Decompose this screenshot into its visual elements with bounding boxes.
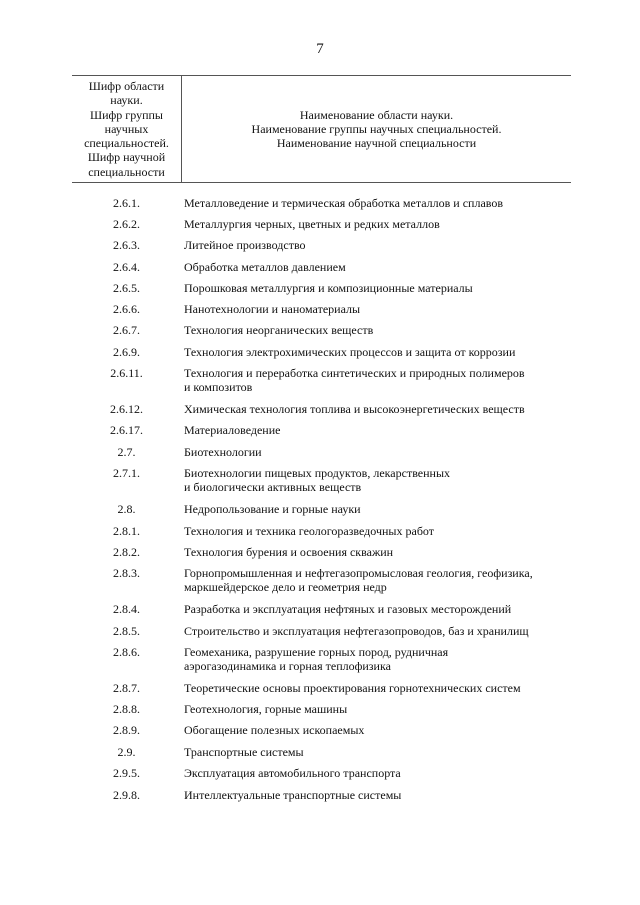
specialty-name-line: Интеллектуальные транспортные системы — [184, 788, 402, 802]
specialty-name — [184, 746, 576, 760]
specialty-code: 2.7.1. — [113, 466, 140, 480]
specialty-name — [184, 446, 576, 460]
specialty-name — [184, 546, 576, 560]
page-number: 7 — [316, 41, 324, 57]
specialty-name-line: Строительство и эксплуатация нефтегазопроводов, баз и хранилищ — [184, 624, 529, 638]
header-code-line: науки. — [110, 93, 143, 108]
header-name-column — [182, 76, 571, 182]
specialty-name-line: Материаловедение — [184, 423, 281, 437]
specialty-name-line: Транспортные системы — [184, 745, 304, 759]
specialty-name-line: Геотехнология, горные машины — [184, 702, 348, 716]
header-code-line: специальности — [88, 164, 165, 179]
specialty-name-line: Недропользование и горные науки — [184, 502, 361, 516]
specialty-code: 2.9. — [117, 745, 136, 759]
specialty-name-line: и биологически активных веществ — [184, 479, 362, 494]
header-code-line: Шифр научной — [87, 150, 166, 165]
header-name-line: Наименование области науки. — [299, 107, 454, 122]
specialty-name — [184, 525, 576, 539]
specialty-code: 2.8.3. — [113, 566, 140, 580]
table-header — [72, 75, 571, 183]
specialty-code: 2.8.4. — [113, 602, 140, 616]
specialty-code: 2.6.6. — [113, 302, 140, 316]
specialty-name-line: Нанотехнологии и наноматериалы — [184, 302, 361, 316]
specialty-code: 2.6.17. — [110, 423, 143, 437]
specialty-code: 2.8. — [117, 502, 136, 516]
specialty-name — [184, 282, 576, 296]
specialty-name — [184, 261, 576, 275]
specialty-name-line: Технология электрохимических процессов и защита от коррозии — [184, 345, 516, 359]
specialty-name — [184, 197, 576, 211]
header-name-line: Наименование научной специальности — [276, 136, 477, 151]
specialty-code: 2.6.4. — [113, 260, 140, 274]
specialty-name-line: Технология и техника геологоразведочных работ — [184, 524, 435, 538]
specialty-code: 2.8.1. — [113, 524, 140, 538]
specialty-name — [184, 682, 576, 696]
specialty-code: 2.7. — [117, 445, 136, 459]
specialty-code: 2.9.5. — [113, 766, 140, 780]
specialty-name-line: и композитов — [184, 379, 253, 394]
specialty-name-line: Теоретические основы проектирования горнотехнических систем — [184, 681, 521, 695]
specialty-code: 2.8.5. — [113, 624, 140, 638]
specialty-name-line: Эксплуатация автомобильного транспорта — [184, 766, 401, 780]
specialty-name — [184, 646, 576, 673]
specialty-name — [184, 424, 576, 438]
specialty-name — [184, 603, 576, 617]
specialty-name-line: Обогащение полезных ископаемых — [184, 723, 365, 737]
specialty-code: 2.6.5. — [113, 281, 140, 295]
specialty-name-line: Биотехнологии пищевых продуктов, лекарственных — [184, 466, 451, 480]
specialty-code: 2.6.2. — [113, 217, 140, 231]
specialty-name-line: Геомеханика, разрушение горных пород, рудничная — [184, 645, 449, 659]
specialty-name-line: Биотехнологии — [184, 445, 262, 459]
specialty-name — [184, 346, 576, 360]
specialty-code: 2.8.9. — [113, 723, 140, 737]
specialty-name — [184, 367, 576, 394]
specialty-name-line: аэрогазодинамика и горная теплофизика — [184, 658, 391, 673]
specialty-name-line: Металловедение и термическая обработка металлов и сплавов — [184, 196, 504, 210]
specialty-code: 2.6.12. — [110, 402, 143, 416]
specialty-code: 2.8.2. — [113, 545, 140, 559]
specialty-name — [184, 239, 576, 253]
specialty-code: 2.6.11. — [110, 366, 143, 380]
specialty-name — [184, 503, 576, 517]
specialty-code: 2.6.3. — [113, 238, 140, 252]
header-code-line: научных — [104, 121, 149, 136]
specialty-name-line: Горнопромышленная и нефтегазопромысловая геология, геофизика, — [184, 566, 533, 580]
specialty-name-line: Технология бурения и освоения скважин — [184, 545, 394, 559]
specialty-name-line: Порошковая металлургия и композиционные материалы — [184, 281, 473, 295]
header-code-line: Шифр области — [88, 79, 165, 94]
header-code-line: Шифр группы — [90, 107, 163, 122]
header-name-line: Наименование группы научных специальностей. — [251, 121, 502, 136]
specialty-name-line: Литейное производство — [184, 238, 306, 252]
specialty-name — [184, 789, 576, 803]
specialty-name — [184, 767, 576, 781]
specialty-code: 2.6.1. — [113, 196, 140, 210]
header-code-column — [72, 76, 181, 182]
specialty-name — [184, 625, 576, 639]
specialty-code: 2.8.7. — [113, 681, 140, 695]
specialty-name — [184, 403, 576, 417]
specialty-code: 2.8.6. — [113, 645, 140, 659]
specialty-code: 2.8.8. — [113, 702, 140, 716]
specialty-name — [184, 303, 576, 317]
specialty-name-line: Химическая технология топлива и высокоэнергетических веществ — [184, 402, 525, 416]
specialty-name — [184, 324, 576, 338]
specialty-name-line: маркшейдерское дело и геометрия недр — [184, 579, 387, 594]
specialty-name — [184, 567, 576, 594]
specialty-name-line: Технология неорганических веществ — [184, 323, 374, 337]
specialty-code: 2.6.9. — [113, 345, 140, 359]
specialty-name-line: Технология и переработка синтетических и природных полимеров — [184, 366, 525, 380]
specialty-code: 2.6.7. — [113, 323, 140, 337]
specialty-name — [184, 703, 576, 717]
specialty-name — [184, 467, 576, 494]
specialty-name-line: Металлургия черных, цветных и редких металлов — [184, 217, 440, 231]
specialty-name-line: Разработка и эксплуатация нефтяных и газовых месторождений — [184, 602, 512, 616]
header-code-line: специальностей. — [84, 136, 169, 151]
specialty-name — [184, 218, 576, 232]
specialty-name-line: Обработка металлов давлением — [184, 260, 346, 274]
specialty-code: 2.9.8. — [113, 788, 140, 802]
specialty-name — [184, 724, 576, 738]
